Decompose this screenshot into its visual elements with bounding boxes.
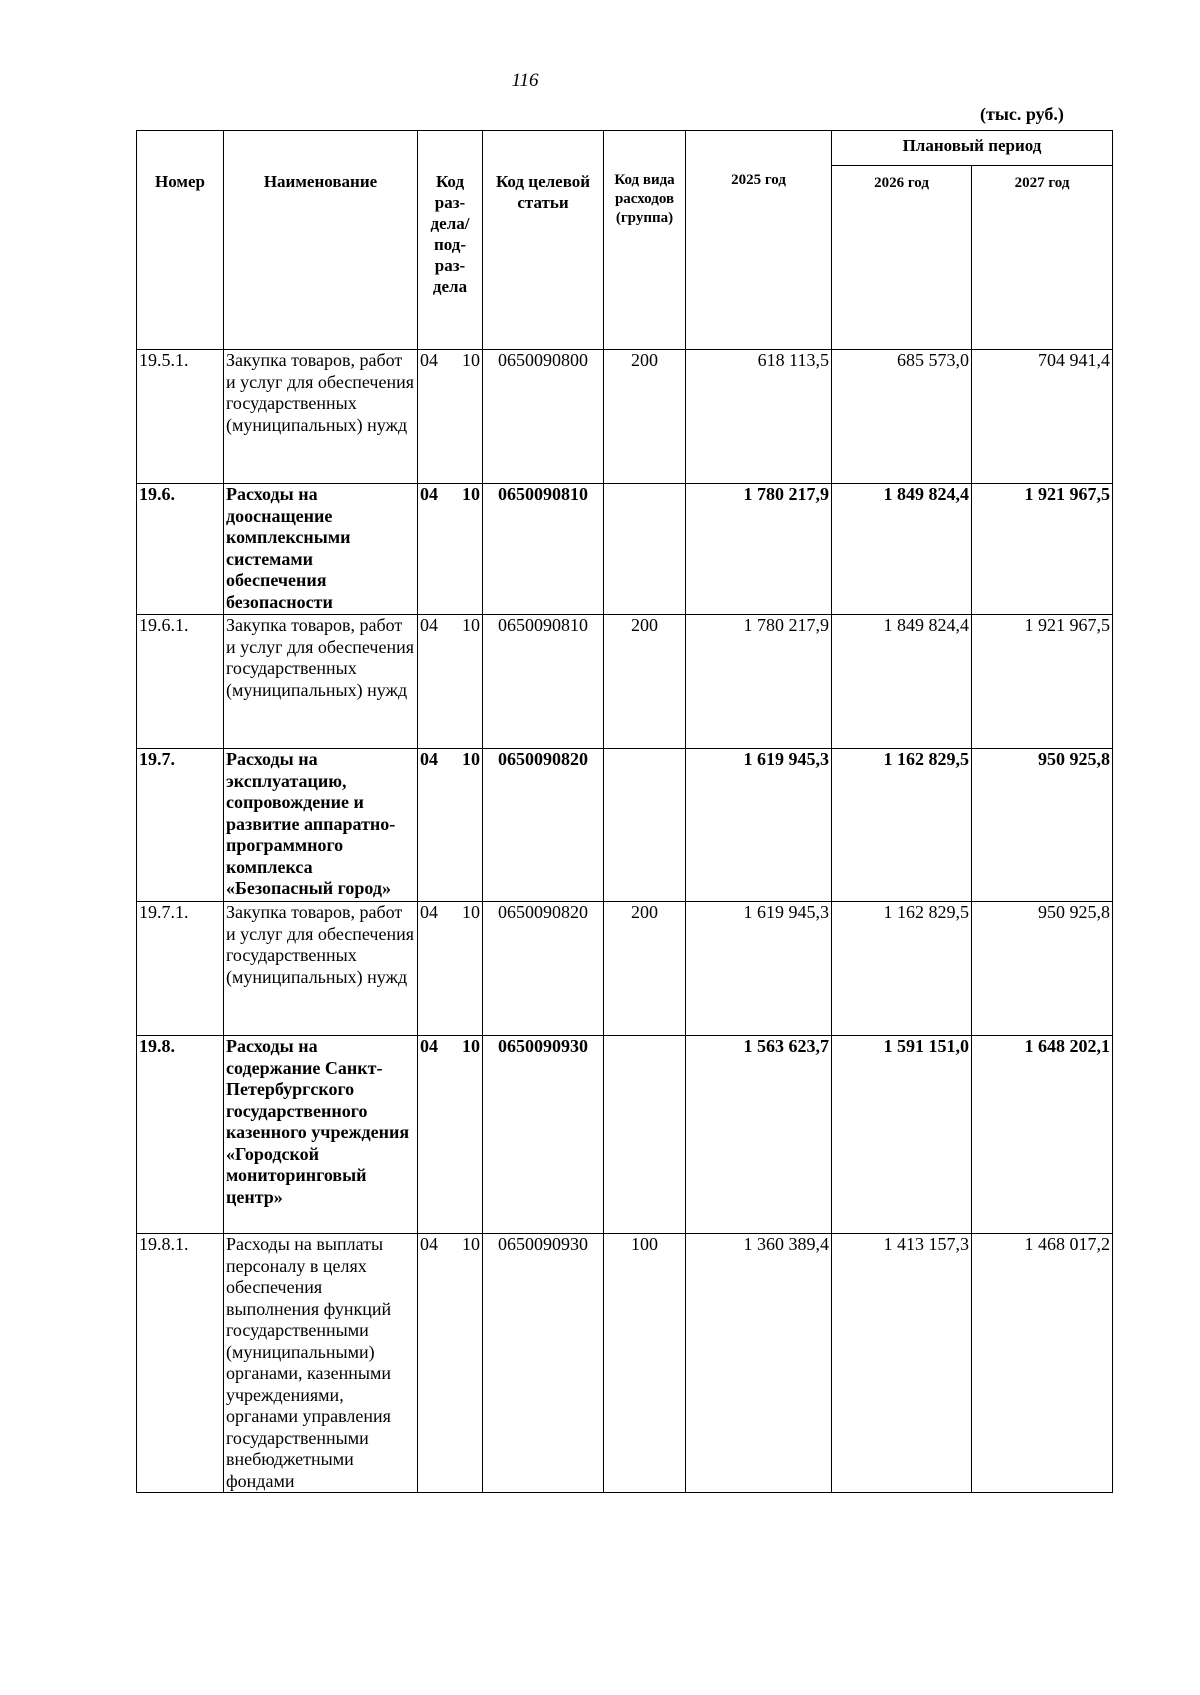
header-name: Наименование <box>224 131 418 350</box>
table-row <box>137 1234 1113 1493</box>
row-expense-type <box>604 484 686 615</box>
row-number: 19.8. <box>137 1036 224 1234</box>
row-2026: 1 849 824,4 <box>832 484 972 615</box>
header-section-code: Код раз-дела/ под-раз-дела <box>418 131 483 350</box>
row-number: 19.5.1. <box>137 350 224 484</box>
row-2027: 950 925,8 <box>972 902 1113 1036</box>
row-2027: 1 921 967,5 <box>972 484 1113 615</box>
row-name: Расходы на выплаты персоналу в целях обеспечения выполнения функций государственными (муниципальными) органами, казенными учреждениями, органами управления государственными внебюджетными фондами <box>224 1234 418 1493</box>
row-target-code: 0650090810 <box>483 484 604 615</box>
row-2025: 1 780 217,9 <box>686 484 832 615</box>
row-name: Расходы на содержание Санкт-Петербургского государственного казенного учреждения «Городской мониторинговый центр» <box>224 1036 418 1234</box>
row-2026: 685 573,0 <box>832 350 972 484</box>
row-2027: 704 941,4 <box>972 350 1113 484</box>
row-target-code: 0650090820 <box>483 749 604 902</box>
row-expense-type: 200 <box>604 350 686 484</box>
row-target-code: 0650090820 <box>483 902 604 1036</box>
row-name: Закупка товаров, работ и услуг для обеспечения государственных (муниципальных) нужд <box>224 902 418 1036</box>
row-number: 19.7. <box>137 749 224 902</box>
units-label: (тыс. руб.) <box>980 104 1064 124</box>
table-row <box>137 350 1113 484</box>
row-target-code: 0650090930 <box>483 1036 604 1234</box>
row-section-code: 04 10 <box>418 1036 483 1234</box>
budget-table <box>136 130 1113 1493</box>
row-expense-type <box>604 1036 686 1234</box>
row-2026: 1 413 157,3 <box>832 1234 972 1493</box>
row-2025: 618 113,5 <box>686 350 832 484</box>
row-2025: 1 563 623,7 <box>686 1036 832 1234</box>
row-name: Расходы на эксплуатацию, сопровождение и развитие аппаратно-программного комплекса «Безопасный город» <box>224 749 418 902</box>
row-2026: 1 849 824,4 <box>832 615 972 749</box>
table-row <box>137 749 1113 902</box>
row-section-code: 04 10 <box>418 902 483 1036</box>
row-number: 19.8.1. <box>137 1234 224 1493</box>
row-name: Расходы на дооснащение комплексными системами обеспечения безопасности <box>224 484 418 615</box>
page-number: 116 <box>511 70 539 91</box>
header-plan-period: Плановый период <box>832 131 1113 166</box>
table-row <box>137 484 1113 615</box>
row-section-code: 04 10 <box>418 749 483 902</box>
row-2025: 1 619 945,3 <box>686 749 832 902</box>
row-section-code: 04 10 <box>418 615 483 749</box>
row-target-code: 0650090930 <box>483 1234 604 1493</box>
row-name: Закупка товаров, работ и услуг для обеспечения государственных (муниципальных) нужд <box>224 350 418 484</box>
row-expense-type: 200 <box>604 615 686 749</box>
row-name: Закупка товаров, работ и услуг для обеспечения государственных (муниципальных) нужд <box>224 615 418 749</box>
row-2025: 1 619 945,3 <box>686 902 832 1036</box>
row-2025: 1 360 389,4 <box>686 1234 832 1493</box>
table-row <box>137 902 1113 1036</box>
header-year-2027: 2027 год <box>972 166 1113 350</box>
header-expense-type: Код вида расходов (группа) <box>604 131 686 350</box>
header-year-2026: 2026 год <box>832 166 972 350</box>
row-2026: 1 162 829,5 <box>832 749 972 902</box>
row-2026: 1 162 829,5 <box>832 902 972 1036</box>
row-target-code: 0650090810 <box>483 615 604 749</box>
row-2026: 1 591 151,0 <box>832 1036 972 1234</box>
row-expense-type: 100 <box>604 1234 686 1493</box>
row-2025: 1 780 217,9 <box>686 615 832 749</box>
row-2027: 1 921 967,5 <box>972 615 1113 749</box>
row-section-code: 04 10 <box>418 1234 483 1493</box>
row-section-code: 04 10 <box>418 484 483 615</box>
row-2027: 950 925,8 <box>972 749 1113 902</box>
row-section-code: 04 10 <box>418 350 483 484</box>
table-row <box>137 615 1113 749</box>
row-target-code: 0650090800 <box>483 350 604 484</box>
header-number: Номер <box>137 131 224 350</box>
row-number: 19.6. <box>137 484 224 615</box>
row-expense-type: 200 <box>604 902 686 1036</box>
row-2027: 1 648 202,1 <box>972 1036 1113 1234</box>
row-number: 19.7.1. <box>137 902 224 1036</box>
row-expense-type <box>604 749 686 902</box>
row-2027: 1 468 017,2 <box>972 1234 1113 1493</box>
header-year-2025: 2025 год <box>686 131 832 350</box>
header-target-code: Код целевой статьи <box>483 131 604 350</box>
table-row <box>137 1036 1113 1234</box>
header-row <box>137 131 1113 166</box>
row-number: 19.6.1. <box>137 615 224 749</box>
